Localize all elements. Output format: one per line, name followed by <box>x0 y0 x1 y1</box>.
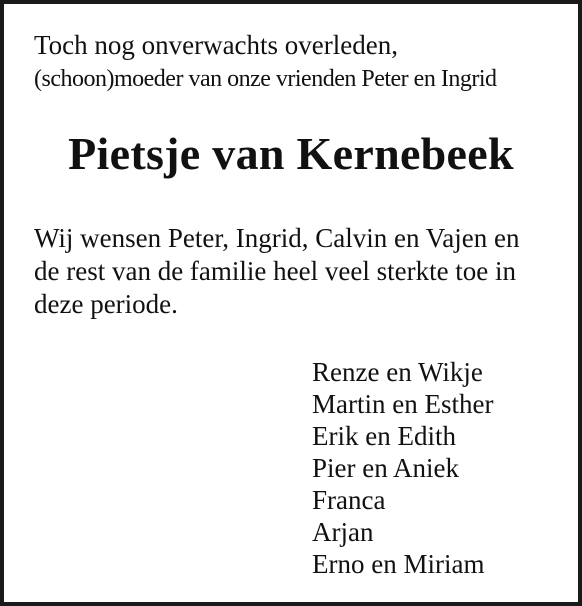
signatory-name: Erik en Edith <box>312 421 456 451</box>
signatory-name: Martin en Esther <box>312 389 494 419</box>
intro-line: (schoon)moeder van onze vrienden Peter en Ingrid <box>34 66 497 92</box>
condolence-line: de rest van de familie heel veel sterkte toe in <box>34 256 517 286</box>
condolence-line: deze periode. <box>34 289 178 319</box>
signatory-list <box>312 356 493 580</box>
signatory-name: Renze en Wikje <box>312 357 483 387</box>
signatory-name: Franca <box>312 485 386 515</box>
intro-text <box>34 28 574 96</box>
signatory-name: Arjan <box>312 517 374 547</box>
signatory-name: Erno en Miriam <box>312 549 485 579</box>
intro-line: Toch nog onverwachts overleden, <box>34 30 398 60</box>
condolence-line: Wij wensen Peter, Ingrid, Calvin en Vajen en <box>34 223 520 253</box>
deceased-name: Pietsje van Kernebeek <box>68 128 514 179</box>
signatory-name: Pier en Aniek <box>312 453 459 483</box>
condolence-message <box>34 222 554 321</box>
